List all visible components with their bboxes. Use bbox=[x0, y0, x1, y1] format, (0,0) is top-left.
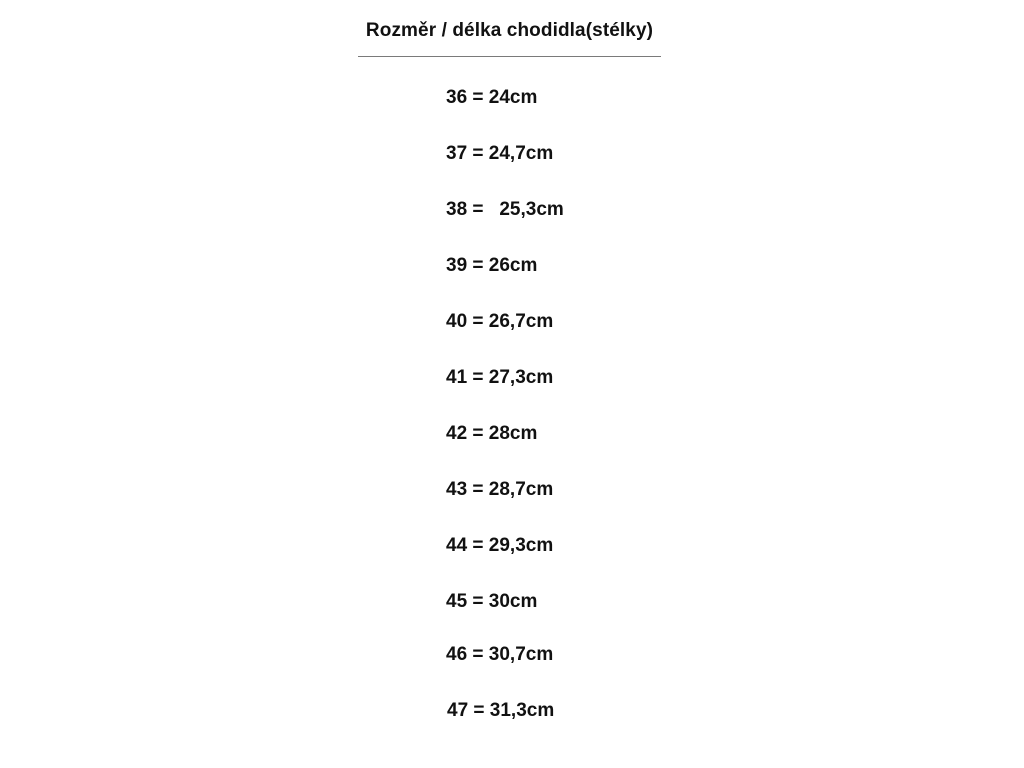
size-row-40: 40 = 26,7cm bbox=[446, 311, 554, 332]
size-row-41: 41 = 27,3cm bbox=[446, 367, 554, 388]
size-chart-list bbox=[446, 0, 706, 768]
size-row-39: 39 = 26cm bbox=[446, 255, 538, 276]
size-row-37: 37 = 24,7cm bbox=[446, 143, 554, 164]
size-row-44: 44 = 29,3cm bbox=[446, 535, 554, 556]
size-row-47: 47 = 31,3cm bbox=[447, 700, 555, 721]
size-row-45: 45 = 30cm bbox=[446, 591, 538, 612]
size-row-42: 42 = 28cm bbox=[446, 423, 538, 444]
size-row-43: 43 = 28,7cm bbox=[446, 479, 554, 500]
page-title: Rozměr / délka chodidla(stélky) bbox=[365, 20, 654, 41]
size-row-38: 38 = 25,3cm bbox=[446, 199, 564, 220]
size-row-36: 36 = 24cm bbox=[446, 87, 538, 108]
size-row-46: 46 = 30,7cm bbox=[446, 644, 554, 665]
